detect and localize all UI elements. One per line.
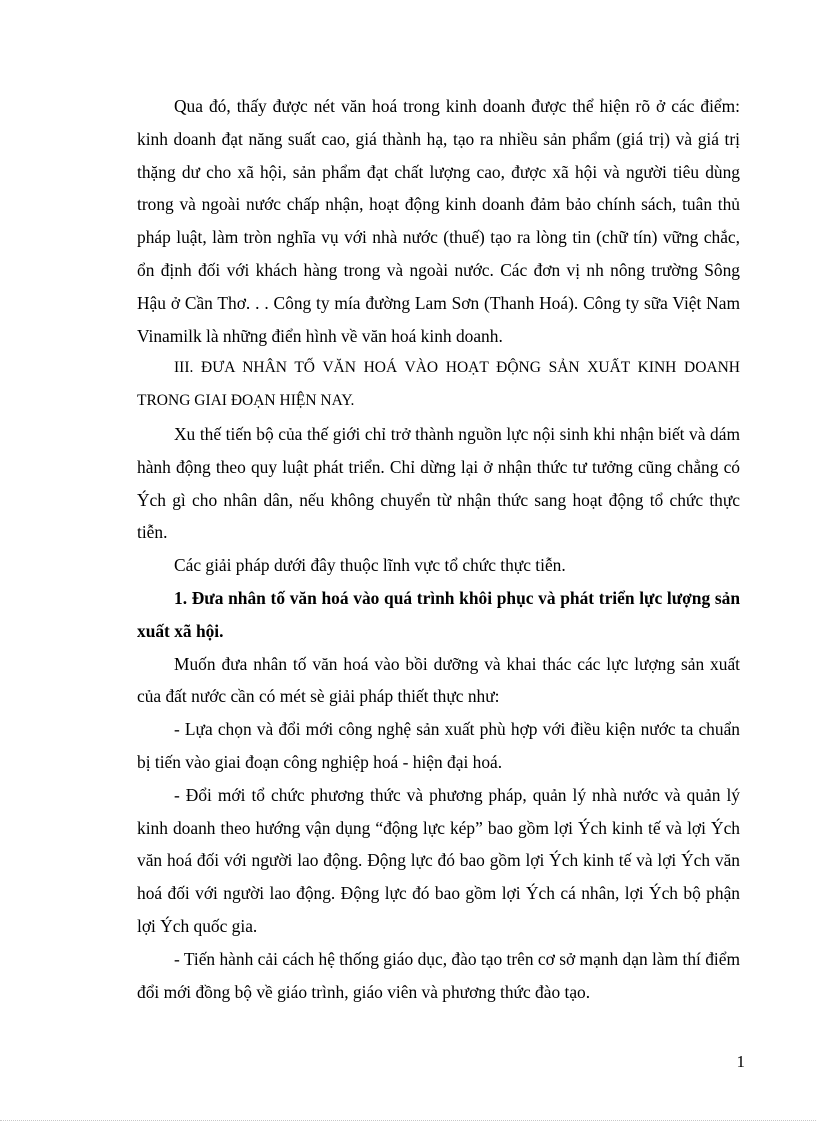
paragraph-measures-intro: Muốn đưa nhân tố văn hoá vào bồi dưỡng và khai thác các lực lượng sản xuất của đất nước cần có mét sè giải pháp thiết thực như: <box>137 653 740 707</box>
list-item-management: - Đổi mới tổ chức phương thức và phương pháp, quản lý nhà nước và quản lý kinh doanh theo hướng vận dụng “động lực kép” bao gồm lợi Ých kinh tế và lợi Ých văn hoá đối với người lao động. Động lực đó bao gồm lợi Ých kinh tế và lợi Ých văn hoá đối với người lao động. Động lực đó bao gồm lợi Ých cá nhân, lợi Ých bộ phận lợi Ých quốc gia. <box>137 784 740 936</box>
list-item-education: - Tiến hành cải cách hệ thống giáo dục, đào tạo trên cơ sở mạnh dạn làm thí điểm đổi mới đồng bộ về giáo trình, giáo viên và phương thức đào tạo. <box>137 948 740 1002</box>
page-bottom-divider <box>0 1120 816 1121</box>
paragraph-solutions-intro: Các giải pháp dưới đây thuộc lĩnh vực tổ chức thực tiễn. <box>174 555 566 576</box>
page-number: 1 <box>736 1052 745 1071</box>
page-body <box>137 90 740 1008</box>
paragraph-world-trend: Xu thế tiến bộ của thế giới chỉ trở thành nguồn lực nội sinh khi nhận biết và dám hành động theo quy luật phát triển. Chỉ dừng lại ở nhận thức tư tưởng cũng chẳng có Ých gì cho nhân dân, nếu không chuyển từ nhận thức sang hoạt động tổ chức thực tiễn. <box>137 423 740 543</box>
list-item-technology: - Lựa chọn và đổi mới công nghệ sản xuất phù hợp với điều kiện nước ta chuẩn bị tiến vào giai đoạn công nghiệp hoá - hiện đại hoá. <box>137 719 740 772</box>
section-heading-iii: III. ĐƯA NHÂN TỐ VĂN HOÁ VÀO HOẠT ĐỘNG SẢN XUẤT KINH DOANH TRONG GIAI ĐOẠN HIỆN NAY. <box>137 359 740 410</box>
paragraph-culture-in-business: Qua đó, thấy được nét văn hoá trong kinh doanh được thể hiện rõ ở các điểm: kinh doanh đạt năng suất cao, giá thành hạ, tạo ra nhiều sản phẩm (giá trị) và giá trị thặng dư cho xã hội, sản phẩm đạt chất lượng cao, được xã hội và người tiêu dùng trong và ngoài nước chấp nhận, hoạt động kinh doanh đảm bảo chính sách, tuân thủ pháp luật, làm tròn nghĩa vụ với nhà nước (thuế) tạo ra lòng tin (chữ tín) vững chắc, ổn định đối với khách hàng trong và ngoài nước. Các đơn vị nh nông trường Sông Hậu ở Cần Thơ. . . Công ty mía đường Lam Sơn (Thanh Hoá). Công ty sữa Việt Nam Vinamilk là những điển hình về văn hoá kinh doanh. <box>137 96 740 346</box>
subheading-1: 1. Đưa nhân tố văn hoá vào quá trình khôi phục và phát triển lực lượng sản xuất xã hội. <box>137 587 740 641</box>
